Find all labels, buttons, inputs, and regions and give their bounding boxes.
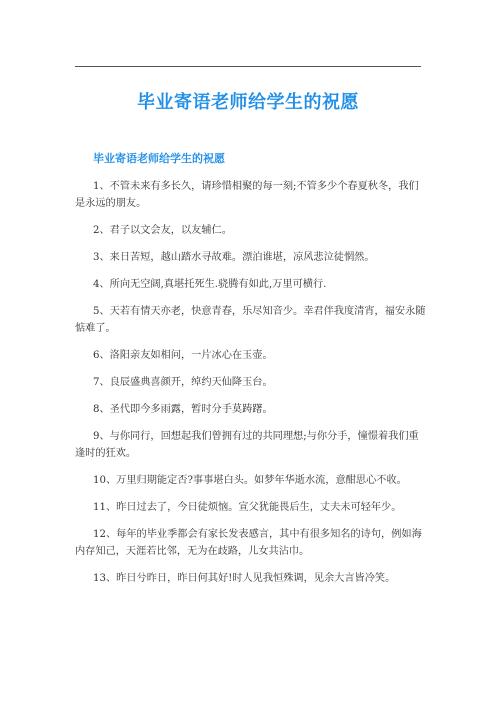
list-item: 6、洛阳亲友如相问，一片冰心在玉壶。 [93,350,273,361]
document-title: 毕业寄语老师给学生的祝愿 [137,92,359,113]
list-item: 13、昨日兮昨日，昨日何其好!时人见我恒殊调，见余大言皆冷笑。 [93,573,396,584]
list-item: 2、君子以文会友，以友辅仁。 [93,225,232,236]
list-item: 3、来日苦短，越山踏水寻故难。漂泊谁堪，凉风悲泣徒惘然。 [93,252,375,263]
list-item: 1、不管未来有多长久，请珍惜相聚的每一刻;不管多少个春夏秋冬，我们是永远的朋友。 [75,181,419,209]
list-item: 4、所向无空阔,真堪托死生.骁腾有如此,万里可横行. [93,279,327,290]
document-subtitle: 毕业寄语老师给学生的祝愿 [93,152,225,165]
list-item: 9、与你同行，回想起我们曾拥有过的共同理想;与你分手，憧憬着我们重逢时的狂欢。 [75,431,419,459]
list-item: 10、万里归期能定否?事事堪白头。如梦年华逝水流，意酣思心不收。 [93,475,407,486]
list-item: 11、昨日过去了，今日徒烦恼。宣父犹能畏后生，丈夫未可轻年少。 [93,502,402,513]
list-item: 7、良辰盛典喜颜开，绰约天仙降玉台。 [93,377,273,388]
list-item: 5、天若有情天亦老，快意青春，乐尽知音少。幸君伴我度清宵，福安永随惦难了。 [75,306,426,334]
list-item: 8、圣代即今多雨露，暂时分手莫踌躇。 [93,404,273,415]
wish-list [75,178,427,597]
header-rule [75,66,421,67]
list-item: 12、每年的毕业季都会有家长发表感言，其中有很多知名的诗句，例如海内存知己，天涯若比邻，无为在歧路，儿女共沾巾。 [75,529,422,557]
